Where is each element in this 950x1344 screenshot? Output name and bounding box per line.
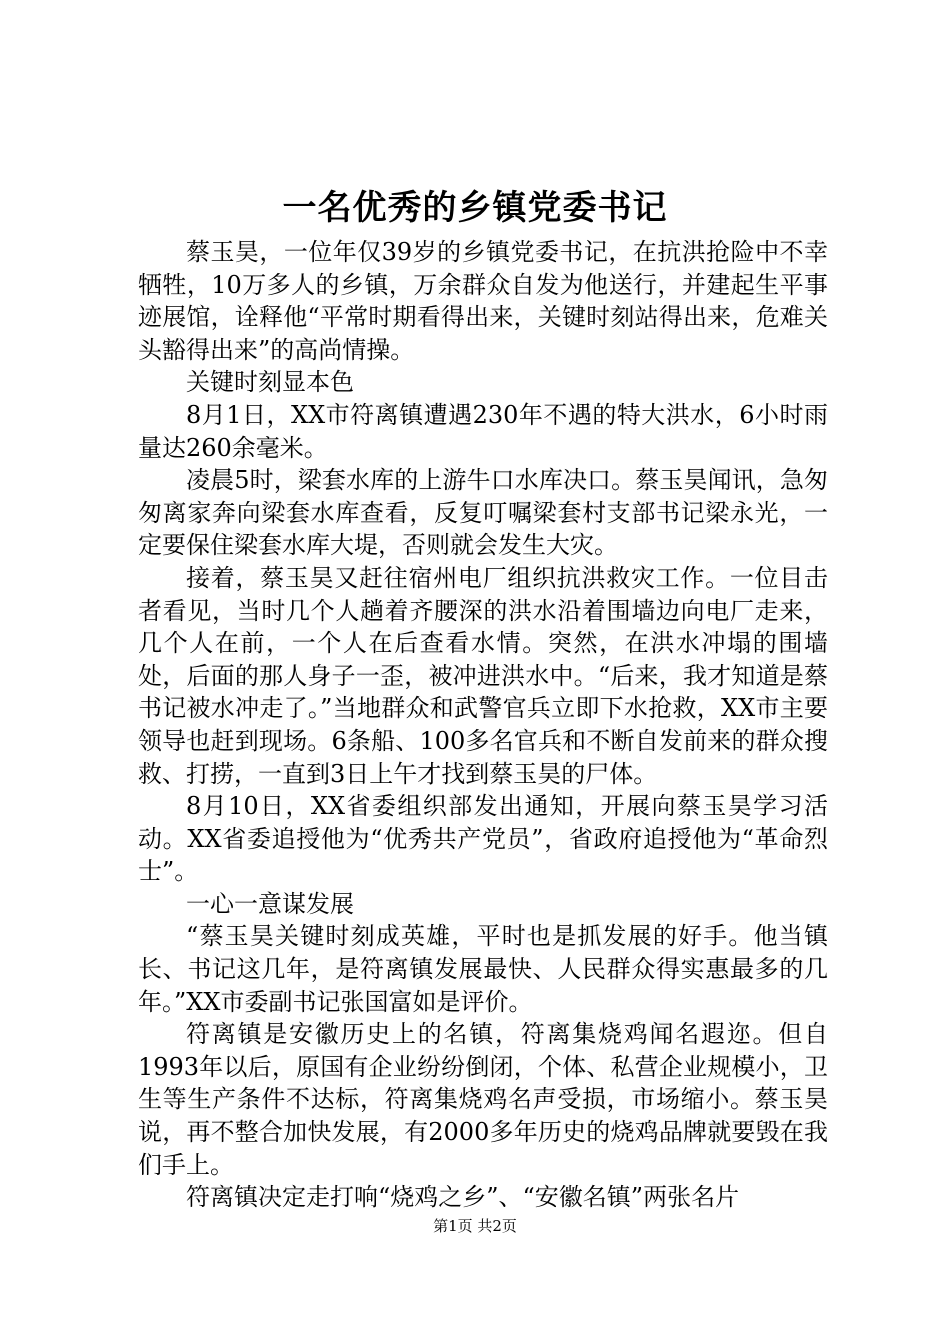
section-heading: 一心一意谋发展 xyxy=(186,889,354,918)
section-heading: 关键时刻显本色 xyxy=(186,368,354,397)
paragraph: 凌晨5时，梁套水库的上游牛口水库决口。蔡玉昊闻讯，急匆匆离家奔向梁套水库查看，反复叮嘱梁套村支部书记梁永光，一定要保住梁套水库大堤，否则就会发生大灾。 xyxy=(138,466,828,560)
paragraph: 接着，蔡玉昊又赶往宿州电厂组织抗洪救灾工作。一位目击者看见，当时几个人趟着齐腰深的洪水沿着围墙边向电厂走来，几个人在前，一个人在后查看水情。突然，在洪水冲塌的围墙处，后面的那人身子一歪，被冲进洪水中。“后来，我才知道是蔡书记被水冲走了。”当地群众和武警官兵立即下水抢救，XX市主要领导也赶到现场。6条船、100多名官兵和不断自发前来的群众搜救、打捞，一直到3日上午才找到蔡玉昊的尸体。 xyxy=(138,563,828,788)
paragraph: 符离镇决定走打响“烧鸡之乡”、“安徽名镇”两张名片 xyxy=(186,1183,740,1212)
paragraph: 8月1日，XX市符离镇遭遇230年不遇的特大洪水，6小时雨量达260余毫米。 xyxy=(138,400,828,462)
page-footer: 第1页 共2页 xyxy=(433,1217,517,1235)
paragraph: 8月10日，XX省委组织部发出通知，开展向蔡玉昊学习活动。XX省委追授他为“优秀共产党员”，省政府追授他为“革命烈士”。 xyxy=(138,792,828,886)
paragraph: 符离镇是安徽历史上的名镇，符离集烧鸡闻名遐迩。但自1993年以后，原国有企业纷纷倒闭，个体、私营企业规模小，卫生等生产条件不达标，符离集烧鸡名声受损，市场缩小。蔡玉昊说，再不整合加快发展，有2000多年历史的烧鸡品牌就要毁在我们手上。 xyxy=(138,1020,828,1179)
document-body xyxy=(138,236,828,1214)
paragraph: “蔡玉昊关键时刻成英雄，平时也是抓发展的好手。他当镇长、书记这几年，是符离镇发展最快、人民群众得实惠最多的几年。”XX市委副书记张国富如是评价。 xyxy=(138,922,828,1016)
paragraph: 蔡玉昊，一位年仅39岁的乡镇党委书记，在抗洪抢险中不幸牺牲，10万多人的乡镇，万余群众自发为他送行，并建起生平事迹展馆，诠释他“平常时期看得出来，关键时刻站得出来，危难关头豁得出来”的高尚情操。 xyxy=(138,238,828,364)
document-title: 一名优秀的乡镇党委书记 xyxy=(282,188,668,228)
